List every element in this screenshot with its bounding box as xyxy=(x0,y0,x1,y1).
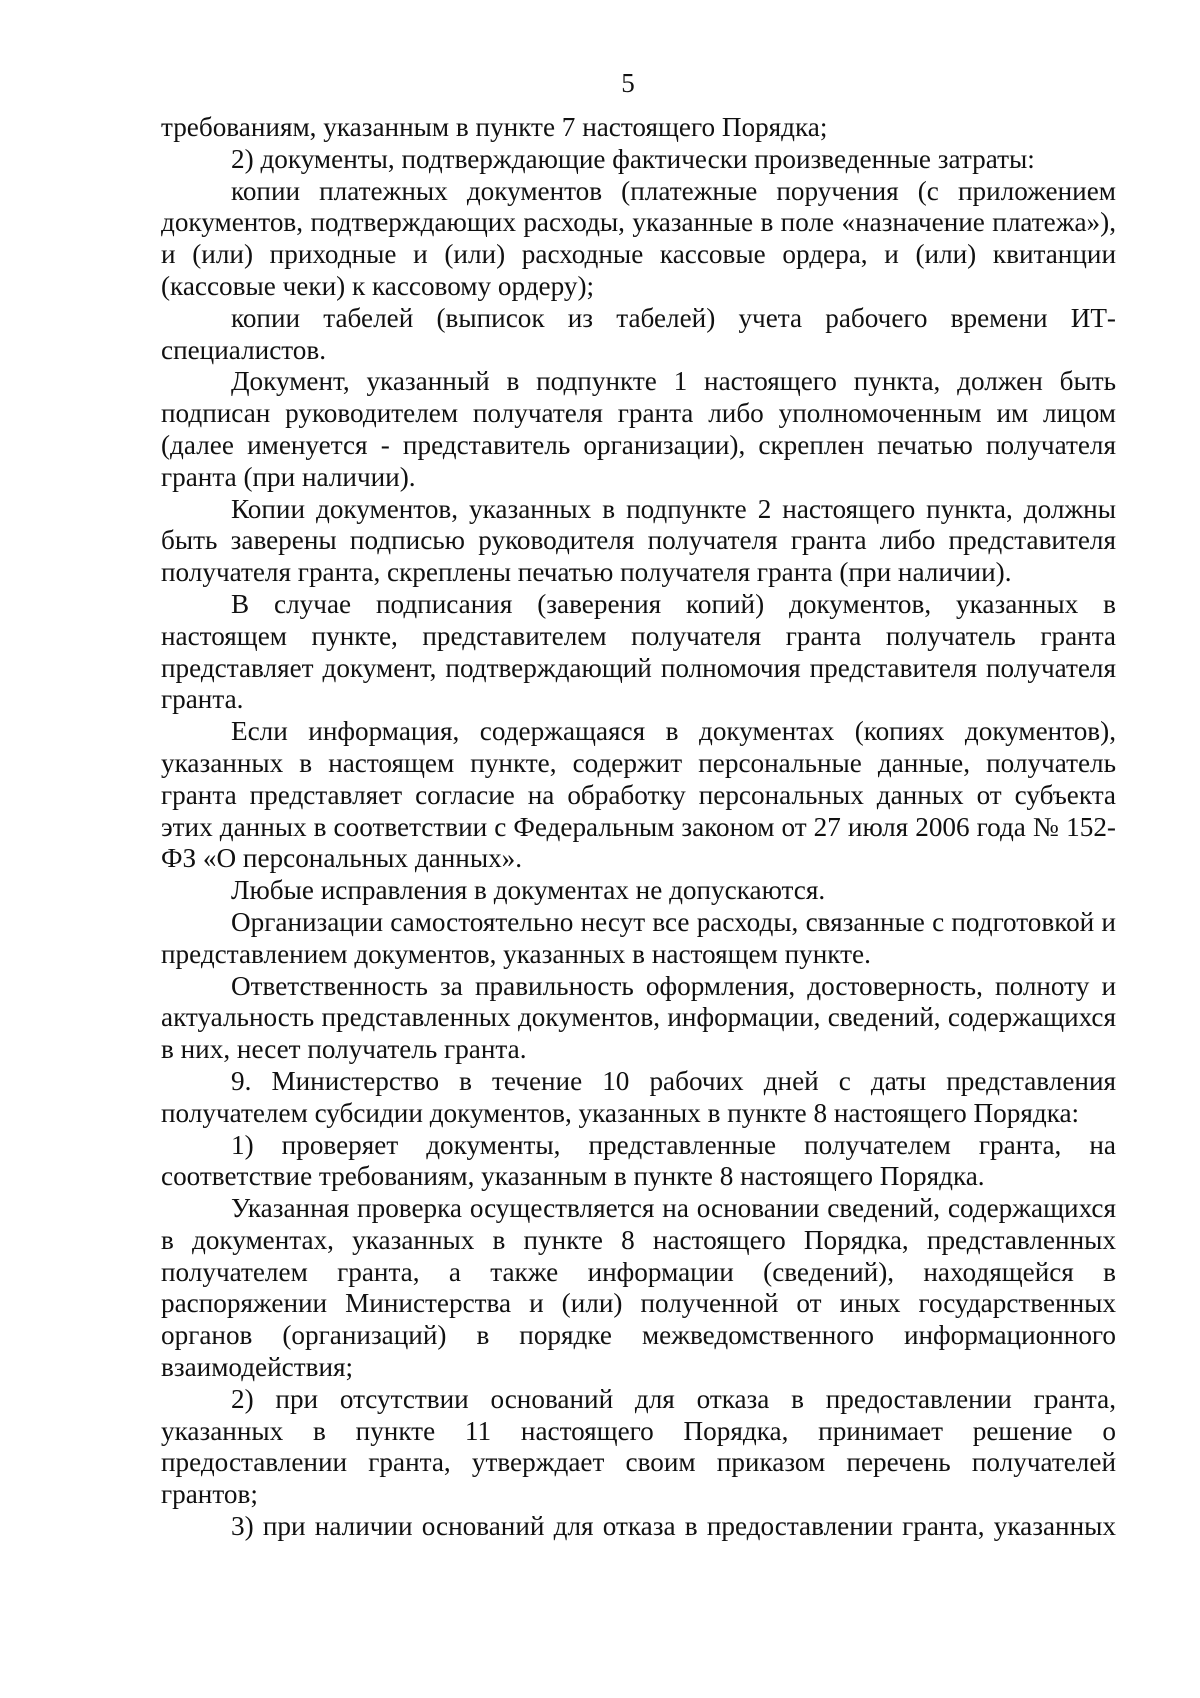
page-number: 5 xyxy=(621,68,635,98)
paragraph: Документ, указанный в подпункте 1 настоящего пункта, должен быть подписан руководителем получателя гранта либо уполномоченным им лицом (далее именуется - представитель организации), скреплен печатью получателя гранта (при наличии). xyxy=(161,366,1116,492)
paragraph: 1) проверяет документы, представленные получателем гранта, на соответствие требованиям, указанным в пункте 8 настоящего Порядка. xyxy=(161,1129,1116,1192)
paragraph: копии табелей (выписок из табелей) учета рабочего времени ИТ-специалистов. xyxy=(161,302,1116,365)
paragraph: 9. Министерство в течение 10 рабочих дней с даты представления получателем субсидии документов, указанных в пункте 8 настоящего Порядка: xyxy=(161,1065,1116,1128)
paragraph: Организации самостоятельно несут все расходы, связанные с подготовкой и представлением документов, указанных в настоящем пункте. xyxy=(161,906,1116,969)
paragraph: 3) при наличии оснований для отказа в предоставлении гранта, указанных xyxy=(231,1511,1116,1542)
paragraph: Если информация, содержащаяся в документах (копиях документов), указанных в настоящем пункте, содержит персональные данные, получатель гранта представляет согласие на обработку персональных данных от субъекта этих данных в соответствии с Федеральным законом от 27 июля 2006 года № 152-ФЗ «О персональных данных». xyxy=(161,716,1116,874)
paragraph: требованиям, указанным в пункте 7 настоящего Порядка; xyxy=(161,112,828,142)
paragraph: В случае подписания (заверения копий) документов, указанных в настоящем пункте, представителем получателя гранта получатель гранта представляет документ, подтверждающий полномочия представителя получателя гранта. xyxy=(161,588,1116,715)
paragraph: Любые исправления в документах не допускаются. xyxy=(231,875,826,906)
paragraph: 2) при отсутствии оснований для отказа в предоставлении гранта, указанных в пункте 11 настоящего Порядка, принимает решение о предоставлении гранта, утверждает своим приказом перечень получателей грантов; xyxy=(161,1383,1116,1510)
paragraph: Ответственность за правильность оформления, достоверность, полноту и актуальность представленных документов, информации, сведений, содержащихся в них, несет получатель гранта. xyxy=(161,970,1116,1065)
paragraph: копии платежных документов (платежные поручения (с приложением документов, подтверждающих расходы, указанные в поле «назначение платежа»), и (или) приходные и (или) расходные кассовые ордера, и (или) квитанции (кассовые чеки) к кассовому ордеру); xyxy=(161,175,1116,301)
paragraph: Копии документов, указанных в подпункте 2 настоящего пункта, должны быть заверены подписью руководителя получателя гранта либо представителя получателя гранта, скреплены печатью получателя гранта (при наличии). xyxy=(161,493,1116,588)
paragraph: 2) документы, подтверждающие фактически произведенные затраты: xyxy=(231,143,1035,174)
document-body xyxy=(161,112,1116,1543)
paragraph: Указанная проверка осуществляется на основании сведений, содержащихся в документах, указанных в пункте 8 настоящего Порядка, представленных получателем гранта, а также информации (сведений), находящейся в распоряжении Министерства и (или) полученной от иных государственных органов (организаций) в порядке межведомственного информационного взаимодействия; xyxy=(161,1193,1116,1383)
